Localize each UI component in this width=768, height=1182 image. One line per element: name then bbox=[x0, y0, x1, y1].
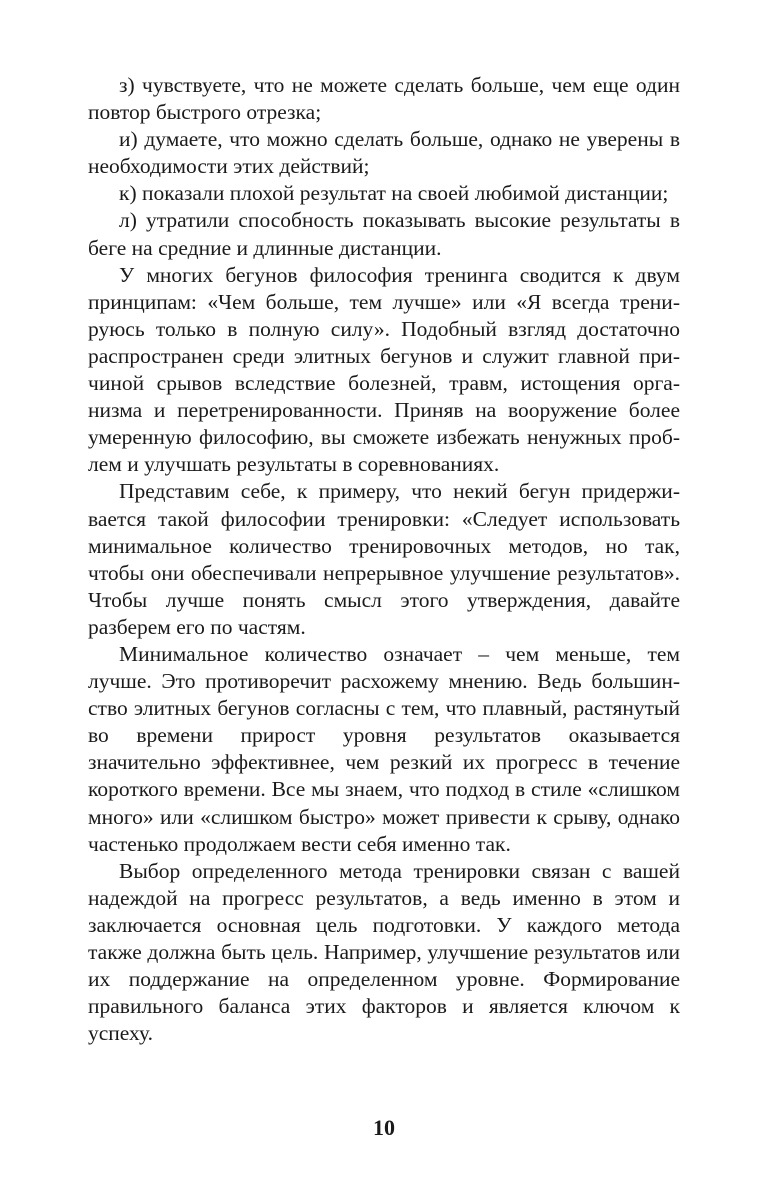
page-number: 10 bbox=[373, 1115, 395, 1140]
paragraph-training-philosophy: У многих бегунов философия тренинга сводится к двум принципам: «Чем больше, тем лучше» или «Я всегда тренируюсь только в полную силу». Подобный взгляд достаточно распространен среди элитных бегунов и служит главной причиной срывов вследствие болезней, травм, истощения организма и перетренированности. Приняв на вооружение более умеренную философию, вы сможете избежать ненужных проблем и улучшать результаты в соревнованиях. bbox=[88, 262, 680, 477]
list-item-i: и) думаете, что можно сделать больше, однако не уверены в необходимости этих действий; bbox=[88, 127, 680, 179]
paragraph-method-choice: Выбор определенного метода тренировки связан с вашей надеждой на прогресс результатов, а ведь именно в этом и заключается основная цель подготовки. У каждого метода также должна быть цель. Например, улучшение результатов или их поддержание на определенном уровне. Формирование правильного баланса этих факторов и является ключом к успеху. bbox=[88, 858, 680, 1046]
list-item-z: з) чувствуете, что не можете сделать больше, чем еще один повтор быстрого отрезка; bbox=[88, 73, 680, 125]
page-body-text bbox=[88, 72, 680, 1047]
list-item-l: л) утратили способность показывать высокие результаты в беге на средние и длинные дистанции. bbox=[88, 208, 680, 260]
paragraph-example-runner: Представим себе, к примеру, что некий бегун придерживается такой философии тренировки: «Следует использовать минимальное количество тренировочных методов, но так, чтобы они обеспечивали непрерывное улучшение результатов». Чтобы лучше понять смысл этого утверждения, давайте разберем его по частям. bbox=[88, 479, 680, 639]
list-item-k: к) показали плохой результат на своей любимой дистанции; bbox=[119, 181, 669, 206]
paragraph-minimal-amount: Минимальное количество означает – чем меньше, тем лучше. Это противоречит расхожему мнению. Ведь большинство элитных бегунов согласны с тем, что плавный, растянутый во времени прирост уровня результатов оказывается значительно эффективнее, чем резкий их прогресс в течение короткого времени. Все мы знаем, что подход в стиле «слишком много» или «слишком быстро» может привести к срыву, однако частенько продолжаем вести себя именно так. bbox=[88, 641, 680, 856]
